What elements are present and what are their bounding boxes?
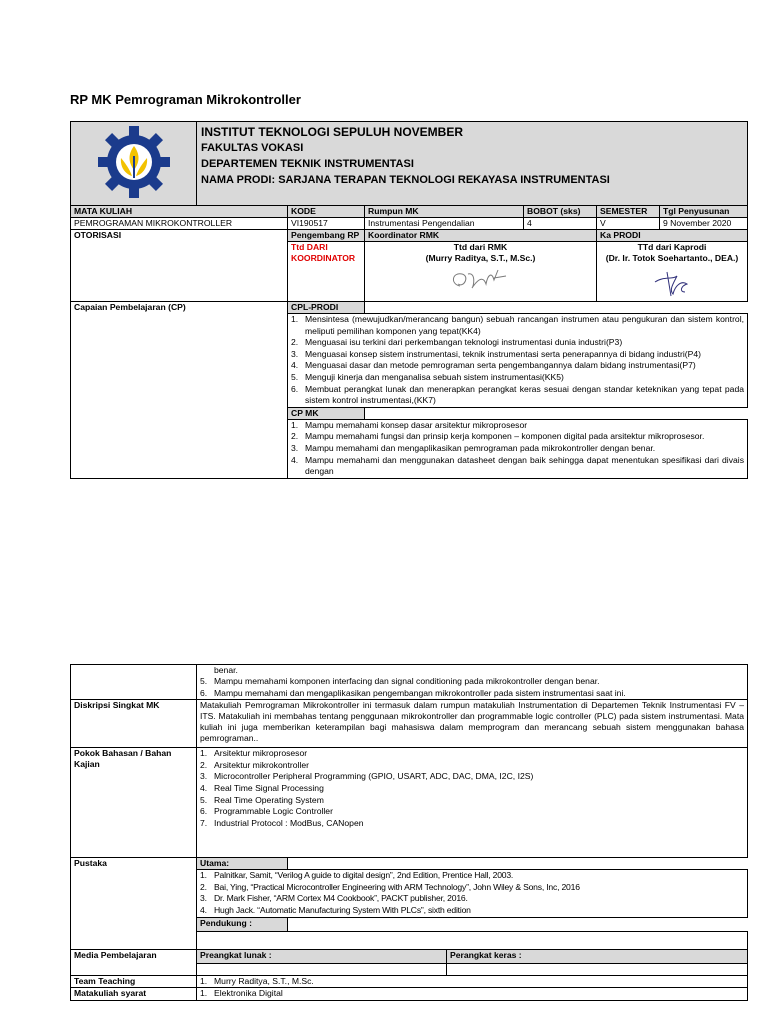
pokok-item-number: 4. (200, 782, 208, 793)
pustaka-item (200, 870, 744, 882)
team-item-number: 1. (200, 975, 208, 986)
institute-name: INSTITUT TEKNOLOGI SEPULUH NOVEMBER (201, 125, 464, 139)
cpl-item-number: 4. (291, 360, 299, 371)
pokok-item (200, 748, 744, 760)
cpmk-list-cont (200, 676, 744, 699)
cpmk-list-cell (288, 419, 748, 478)
cpl-label-spacer (365, 302, 748, 314)
pokok-item (200, 806, 744, 818)
pokok-item-text: Real Time Signal Processing (214, 782, 324, 793)
pokok-item-number: 1. (200, 748, 208, 759)
val-tgl: 9 November 2020 (660, 218, 748, 230)
val-semester: V (597, 218, 660, 230)
pengembang-label: Pengembang RP (288, 230, 365, 242)
pokok-item (200, 783, 744, 795)
pokok-item-text: Industrial Protocol : ModBus, CANopen (214, 817, 364, 828)
cpl-item-text: Menguji kinerja dan menganalisa sebuah sistem instrumentasi(KK5) (305, 371, 564, 382)
cpl-list (291, 314, 744, 407)
pokok-item-number: 7. (200, 817, 208, 828)
team-cell (197, 975, 748, 988)
rp-table-page1 (70, 121, 748, 479)
koordinator-value-2: (Murry Raditya, S.T., M.Sc.) (425, 253, 536, 263)
kaprodi-value-1: TTd dari Kaprodi (637, 242, 707, 252)
kaprodi-value-2: (Dr. Ir. Totok Soehartanto., DEA.) (605, 253, 739, 263)
syarat-label: Matakuliah syarat (71, 988, 197, 1001)
keras-label: Perangkat keras : (447, 949, 748, 963)
logo-cell (71, 122, 197, 206)
cpmk-item (200, 676, 744, 688)
cpmk-item-number: 1. (291, 419, 299, 430)
team-label: Team Teaching (71, 975, 197, 988)
cpl-item-number: 3. (291, 348, 299, 359)
cpl-item-number: 6. (291, 383, 299, 394)
cpmk-item-number: 6. (200, 687, 208, 698)
cpmk-cont-label (71, 665, 197, 700)
syarat-item-text: Elektronika Digital (214, 988, 283, 999)
its-logo (97, 124, 171, 200)
cpmk-item-number: 2. (291, 431, 299, 442)
cp-label: Capaian Pembelajaran (CP) (71, 302, 288, 479)
col-semester: SEMESTER (597, 206, 660, 218)
cpmk-label: CP MK (288, 407, 365, 419)
cpl-list-cell (288, 314, 748, 408)
pengembang-value: Ttd DARI KOORDINATOR (291, 242, 356, 263)
pendukung-cell (197, 931, 748, 949)
cpmk-item-number: 3. (291, 442, 299, 453)
team-list (200, 976, 744, 988)
pustaka-item (200, 882, 744, 894)
cpl-item-text: Menguasai dasar dan metode pemrograman serta pengembangannya dalam bidang instrumentasi(P7) (305, 360, 696, 371)
cpl-item-number: 1. (291, 314, 299, 324)
pokok-item (200, 760, 744, 772)
pengembang-cell (288, 242, 365, 302)
pustaka-item (200, 905, 744, 917)
pustaka-item-text: Palnitkar, Samit, “Verilog A guide to digital design”, 2nd Edition, Prentice Hall, 2003. (214, 870, 514, 881)
cpl-item-text: Menguasai konsep sistem instrumentasi, teknik instrumentasi serta penerapannya di bidang industri(P4) (305, 348, 701, 359)
lunak-cell (197, 963, 447, 975)
col-bobot: BOBOT (sks) (524, 206, 597, 218)
syarat-cell (197, 988, 748, 1001)
pokok-list (200, 748, 744, 829)
pokok-item-text: Programmable Logic Controller (214, 806, 333, 817)
pokok-item-text: Microcontroller Peripheral Programming (GPIO, USART, ADC, DAC, DMA, I2C, I2S) (214, 771, 534, 782)
pendukung-spacer (288, 917, 748, 931)
pokok-item-number: 6. (200, 806, 208, 817)
col-kode: KODE (288, 206, 365, 218)
cpmk-item (291, 420, 744, 432)
cpmk-item (200, 688, 744, 700)
cpmk-item-text: Mampu memahami dan mengaplikasikan pengembangan mikrokontroller pada sistem instrumentasi saat ini. (214, 687, 626, 698)
pokok-cell (197, 748, 748, 858)
pokok-item (200, 818, 744, 830)
utama-list (200, 870, 744, 916)
cpl-item-number: 5. (291, 371, 299, 382)
pokok-item-text: Arsitektur mikrokontroller (214, 759, 310, 770)
val-mata-kuliah: PEMROGRAMAN MIKROKONTROLLER (71, 218, 288, 230)
koordinator-value-1: Ttd dari RMK (453, 242, 508, 252)
pustaka-label: Pustaka (71, 858, 197, 949)
rp-table-page2 (70, 664, 748, 1001)
col-tgl: Tgl Penyusunan (660, 206, 748, 218)
pustaka-item-number: 1. (200, 870, 207, 881)
cpl-item (291, 360, 744, 372)
cpl-item (291, 349, 744, 361)
cpl-item-text: Menguasai isu terkini dari perkembangan teknologi instrumentasi dunia industri(P3) (305, 337, 623, 348)
cpl-item (291, 314, 744, 337)
pokok-item-text: Real Time Operating System (214, 794, 324, 805)
pokok-item-number: 2. (200, 759, 208, 770)
syarat-item (200, 988, 744, 1000)
syarat-list (200, 988, 744, 1000)
pustaka-item-text: Bai, Ying, “Practical Microcontroller Engineering with ARM Technology”, John Wiley & Sons, Inc, 2016 (214, 881, 580, 892)
pokok-item-number: 5. (200, 794, 208, 805)
cpl-prodi-label: CPL-PRODI (288, 302, 365, 314)
cpl-item (291, 372, 744, 384)
signature-kaprodi (647, 266, 697, 298)
koordinator-cell (365, 242, 597, 302)
department-name: DEPARTEMEN TEKNIK INSTRUMENTASI (201, 158, 414, 170)
pustaka-item-text: Hugh Jack. “Automatic Manufacturing System With PLCs”, sixth edition (214, 904, 471, 915)
cpmk-cont-cell (197, 665, 748, 700)
cpl-item-text: Membuat perangkat lunak dan menerapkan perangkat keras sesuai dengan standar keteknikan yang tepat pada sistem kontrol instrumentasi,(KK7) (305, 383, 745, 406)
cpmk-item-text: Mampu memahami komponen interfacing dan signal conditioning pada mikrokontroller dengan benar. (214, 676, 600, 686)
pokok-label: Pokok Bahasan / Bahan Kajian (71, 748, 197, 858)
col-mata-kuliah: MATA KULIAH (71, 206, 288, 218)
otorisasi-label: OTORISASI (71, 230, 288, 302)
cpl-item-text: Mensintesa (mewujudkan/merancang bangun) sebuah rancangan instrumen atau pengukuran dan sistem kontrol, meliputi pemilihan komponen yang tepat(KK4) (305, 314, 745, 336)
cpmk-item (291, 431, 744, 443)
cpmk-item (291, 443, 744, 455)
signature-koordinator (446, 266, 516, 294)
utama-list-cell (197, 870, 748, 917)
media-label: Media Pembelajaran (71, 949, 197, 975)
cpmk-item-text: Mampu memahami dan mengaplikasikan pemrograman pada mikrokontroller dengan benar. (305, 442, 656, 453)
kaprodi-cell (597, 242, 748, 302)
cpmk-list (291, 420, 744, 478)
program-name: NAMA PRODI: SARJANA TERAPAN TEKNOLOGI REKAYASA INSTRUMENTASI (201, 174, 610, 186)
keras-cell (447, 963, 748, 975)
cpmk-item (291, 455, 744, 478)
val-bobot: 4 (524, 218, 597, 230)
pustaka-item-text: Dr. Mark Fisher, “ARM Cortex M4 Cookbook”, PACKT publisher, 2016. (214, 893, 468, 904)
deskripsi-label: Diskripsi Singkat MK (71, 700, 197, 748)
utama-label: Utama: (197, 858, 288, 870)
pustaka-item-number: 4. (200, 904, 207, 915)
pendukung-label: Pendukung : (197, 917, 288, 931)
document-title: RP MK Pemrograman Mikrokontroller (70, 92, 301, 107)
cpl-item-number: 2. (291, 337, 299, 348)
cpmk-item-text: Mampu memahami dan menggunakan datasheet dengan baik sehingga dapat menentukan spesifikasi dari divais dengan (305, 454, 745, 477)
cpmk-item-text: Mampu memahami konsep dasar arsitektur mikroprosesor (305, 419, 528, 430)
cpmk-item-text: Mampu memahami fungsi dan prinsip kerja komponen – komponen digital pada arsitektur mikroprosesor. (305, 431, 705, 442)
cpmk-cont-text: benar. (214, 665, 238, 675)
pustaka-item (200, 893, 744, 905)
pokok-item-text: Arsitektur mikroprosesor (214, 748, 308, 759)
cpmk-item-number: 4. (291, 454, 299, 465)
cpmk-label-spacer (365, 407, 748, 419)
institution-header (197, 122, 748, 206)
koordinator-label: Koordinator RMK (365, 230, 597, 242)
team-item (200, 976, 744, 988)
pustaka-item-number: 3. (200, 893, 207, 904)
syarat-item-number: 1. (200, 988, 208, 999)
val-kode: VI190517 (288, 218, 365, 230)
pokok-item (200, 771, 744, 783)
col-rumpun: Rumpun MK (365, 206, 524, 218)
pokok-item (200, 795, 744, 807)
val-rumpun: Instrumentasi Pengendalian (365, 218, 524, 230)
pustaka-item-number: 2. (200, 881, 207, 892)
faculty-name: FAKULTAS VOKASI (201, 142, 304, 154)
cpmk-item-number: 5. (200, 676, 208, 686)
team-item-text: Murry Raditya, S.T., M.Sc. (214, 975, 314, 986)
cpl-item (291, 337, 744, 349)
lunak-label: Preangkat lunak : (197, 949, 447, 963)
deskripsi-text: Matakuliah Pemrograman Mikrokontroller ini termasuk dalam rumpun matakuliah Instrumentation di Departemen Teknik Instrumentasi FV – ITS. Matakuliah ini membahas tentang penggunaan mikrokontroller dan programmable logic controller (PLC) pada sistem instrumentasi. Mata kuliah ini juga memberikan keterampilan bagi mahasiswa dalam memprogram dan merancang sebuah sistem menggunakan bahasa pemrograman.. (197, 700, 748, 748)
pokok-item-number: 3. (200, 771, 208, 782)
cpl-item (291, 384, 744, 407)
utama-label-spacer (288, 858, 748, 870)
kaprodi-label: Ka PRODI (597, 230, 748, 242)
